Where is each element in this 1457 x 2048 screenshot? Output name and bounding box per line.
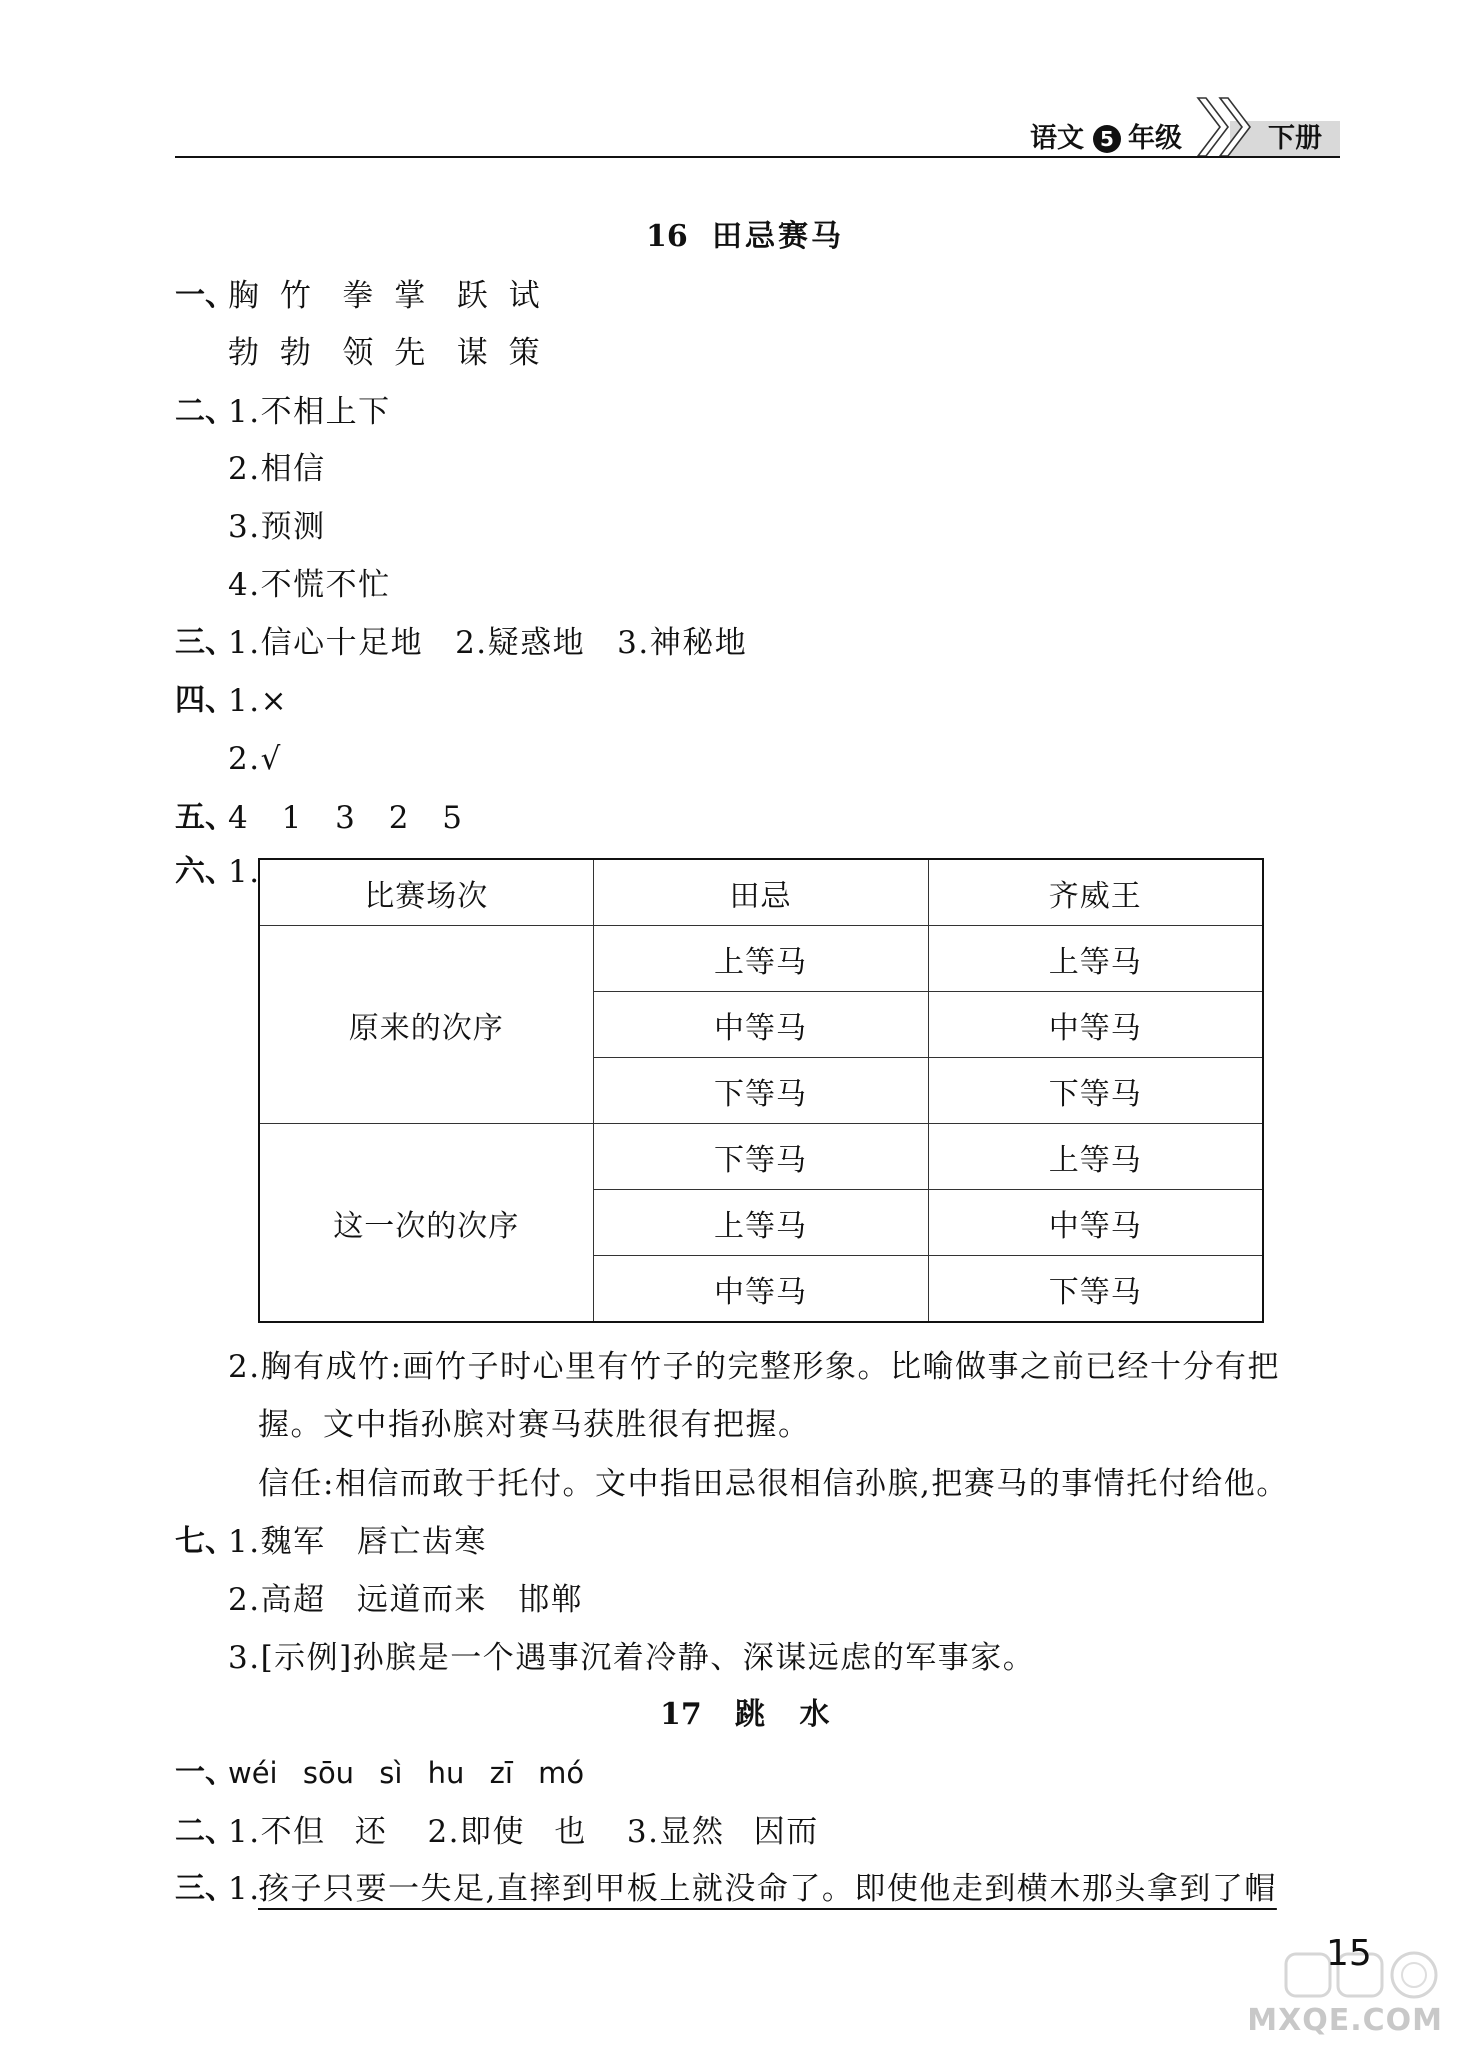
section-label-3: 三、 bbox=[175, 1871, 235, 1906]
table-cell: 上等马 bbox=[928, 1124, 1263, 1190]
table-cell: 中等马 bbox=[593, 992, 928, 1058]
answer-item: 2.即使 也 bbox=[427, 1814, 587, 1850]
question-number: 1. bbox=[228, 1871, 261, 1907]
explanation-line: 握。文中指孙膑对赛马获胜很有把握。 bbox=[258, 1407, 811, 1443]
table-cell: 下等马 bbox=[593, 1058, 928, 1124]
lesson-16-number: 16 bbox=[646, 219, 688, 254]
double-chevron-right-icon bbox=[1196, 96, 1262, 158]
watermark-text: MXQE.COM bbox=[1247, 2003, 1443, 2038]
pinyin-answer: wéi sōu sì hu zī mó bbox=[228, 1756, 585, 1790]
section-label-1: 一、 bbox=[175, 1755, 235, 1790]
table-header-cell: 齐威王 bbox=[928, 859, 1263, 926]
answer-item: 3.显然 因而 bbox=[626, 1814, 819, 1850]
word-pair: 谋 策 bbox=[456, 335, 542, 371]
explanation-line: 信任:相信而敢于托付。文中指田忌很相信孙膑,把赛马的事情托付给他。 bbox=[258, 1466, 1289, 1502]
answer-line: 1.不相上下 bbox=[228, 394, 391, 430]
answer-line: 1.× bbox=[228, 683, 289, 719]
answer-line: 2.相信 bbox=[228, 451, 326, 487]
answer-line: 1.魏军 唇亡齿寒 bbox=[228, 1524, 487, 1560]
table-cell: 下等马 bbox=[928, 1058, 1263, 1124]
answer-item: 1.信心十足地 bbox=[228, 625, 424, 661]
answer-line: 2.√ bbox=[228, 741, 282, 777]
answer-item: 2.疑惑地 bbox=[455, 625, 586, 661]
answer-list bbox=[228, 623, 779, 663]
section-label-3: 三、 bbox=[175, 625, 235, 660]
word-pair: 领 先 bbox=[342, 335, 427, 371]
section-label-5: 五、 bbox=[175, 800, 235, 835]
answer-line: 2.高超 远道而来 邯郸 bbox=[228, 1582, 584, 1618]
answer-line: 3.预测 bbox=[228, 509, 326, 545]
lesson-17-title: 跳 水 bbox=[735, 1697, 830, 1732]
grade-number-badge: 5 bbox=[1093, 125, 1121, 153]
order-answer: 4 1 3 2 5 bbox=[228, 800, 463, 836]
section-label-1: 一、 bbox=[175, 278, 235, 313]
table-cell: 下等马 bbox=[593, 1124, 928, 1190]
table-header-row bbox=[259, 859, 1263, 926]
header-rule bbox=[175, 156, 1340, 158]
page-number: 15 bbox=[1326, 1933, 1372, 1974]
table-row bbox=[259, 926, 1263, 992]
lesson-16-title: 田忌赛马 bbox=[712, 219, 844, 254]
underlined-sentence: 孩子只要一失足,直摔到甲板上就没命了。即使他走到横木那头拿到了帽 bbox=[258, 1871, 1277, 1907]
explanation-line: 2.胸有成竹:画竹子时心里有竹子的完整形象。比喻做事之前已经十分有把 bbox=[228, 1349, 1281, 1385]
answer-line: 3.[示例]孙膑是一个遇事沉着冷静、深谋远虑的军事家。 bbox=[228, 1640, 1036, 1676]
group-label-cell: 这一次的次序 bbox=[259, 1124, 593, 1323]
table-cell: 中等马 bbox=[928, 1190, 1263, 1256]
section-label-2: 二、 bbox=[175, 1814, 235, 1849]
word-pair: 胸 竹 bbox=[228, 278, 313, 314]
table-cell: 上等马 bbox=[928, 926, 1263, 992]
section-label-6: 六、 bbox=[175, 854, 235, 889]
word-pair: 跃 试 bbox=[456, 278, 542, 314]
question-number: 1. bbox=[228, 854, 261, 890]
header-grade-suffix: 年级 bbox=[1128, 123, 1182, 154]
table-cell: 上等马 bbox=[593, 926, 928, 992]
lesson-17-number: 17 bbox=[660, 1697, 702, 1732]
header-volume: 下册 bbox=[1268, 123, 1322, 154]
table-row bbox=[259, 1124, 1263, 1190]
horse-race-order-table bbox=[258, 858, 1264, 1323]
word-pair: 拳 掌 bbox=[342, 278, 427, 314]
section-label-4: 四、 bbox=[175, 683, 235, 718]
answer-line: 4.不慌不忙 bbox=[228, 567, 391, 603]
answer-list bbox=[228, 1812, 859, 1852]
table-header-cell: 田忌 bbox=[593, 859, 928, 926]
table-cell: 中等马 bbox=[593, 1256, 928, 1323]
group-label-cell: 原来的次序 bbox=[259, 926, 593, 1124]
word-pairs-row-1 bbox=[228, 276, 571, 316]
section-label-2: 二、 bbox=[175, 394, 235, 429]
word-pairs-row-2 bbox=[228, 333, 571, 373]
table-cell: 中等马 bbox=[928, 992, 1263, 1058]
word-pair: 勃 勃 bbox=[228, 335, 313, 371]
header-subject: 语文 bbox=[1030, 123, 1084, 154]
answer-item: 3.神秘地 bbox=[617, 625, 748, 661]
answer-item: 1.不但 还 bbox=[228, 1814, 388, 1850]
section-label-7: 七、 bbox=[175, 1524, 235, 1559]
table-cell: 上等马 bbox=[593, 1190, 928, 1256]
table-cell: 下等马 bbox=[928, 1256, 1263, 1323]
table-header-cell: 比赛场次 bbox=[259, 859, 593, 926]
